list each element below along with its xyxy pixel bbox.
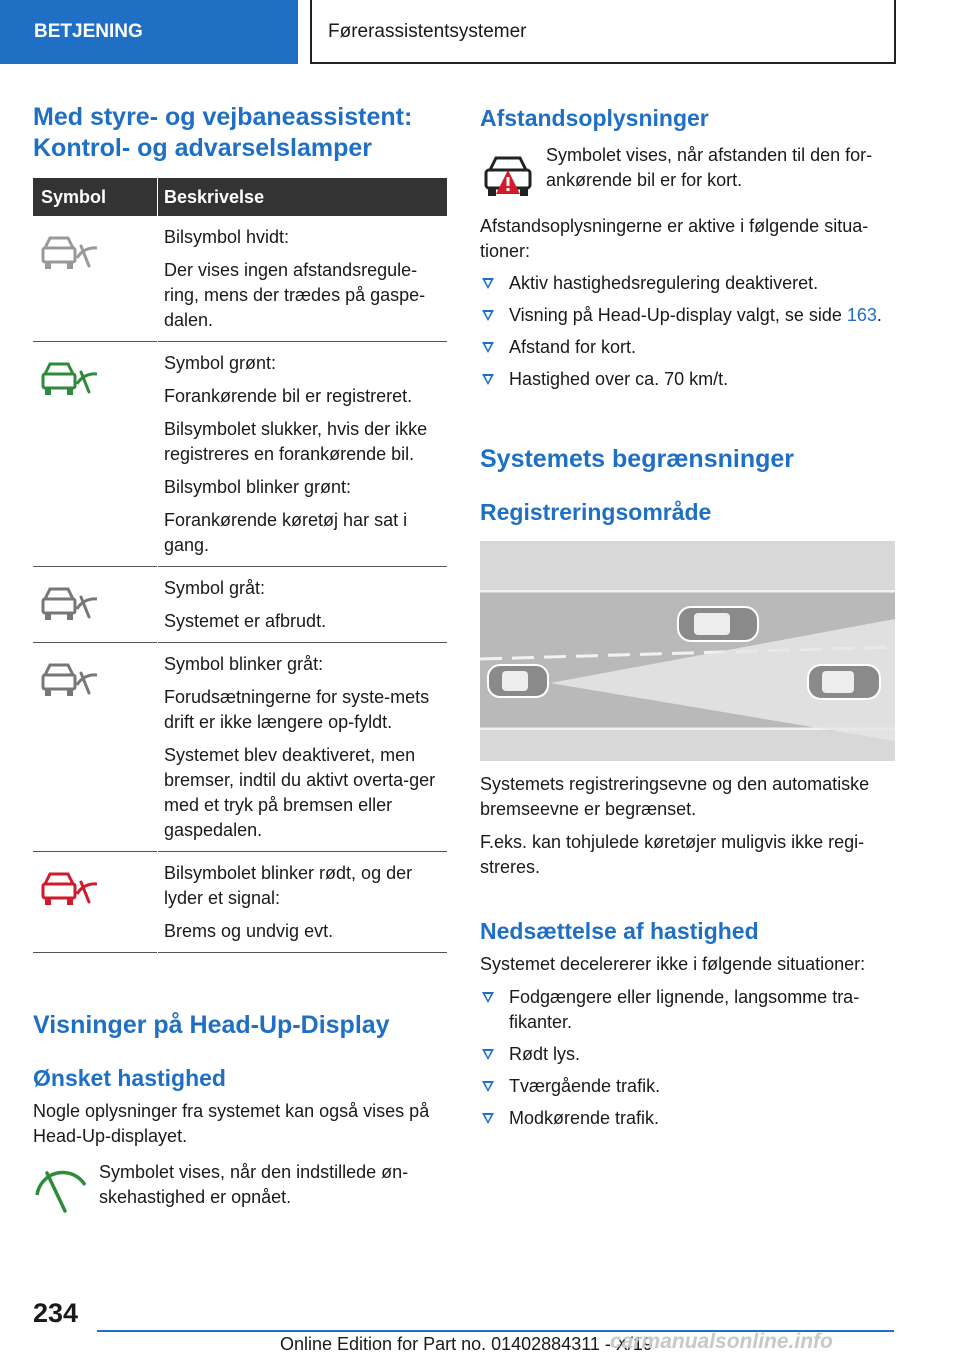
table-row — [33, 643, 447, 852]
list-item: Fodgængere eller lignende, langsomme tra-fikanter. — [480, 985, 894, 1035]
table-header — [33, 178, 447, 216]
range-heading: Registreringsområde — [480, 499, 712, 525]
description-line: Forankørende bil er registreret. — [164, 386, 413, 406]
description-line: Symbol grønt: — [164, 353, 277, 373]
distance-active-text: Afstandsoplysningerne er aktive i følgende situa-tioner: — [480, 216, 869, 261]
description-line: Bilsymbolet slukker, hvis der ikke registreres en forankørende bil. — [164, 419, 428, 464]
chapter-title: Førerassistentsystemer — [310, 0, 896, 64]
row-description — [164, 216, 447, 341]
page-number: 234 — [33, 1298, 79, 1328]
table-row — [33, 852, 447, 953]
column-header-symbol: Symbol — [41, 187, 107, 207]
speed-reduction-bullet-list — [480, 985, 894, 1138]
speed-reduction-heading: Nedsættelse af hastighed — [480, 918, 759, 944]
car-ahead-left-lane-icon — [678, 607, 758, 641]
car-green-icon — [41, 358, 99, 398]
row-description — [164, 342, 447, 566]
watermark: carmanualsonline.info — [610, 1330, 833, 1353]
description-line: Bilsymbolet blinker rødt, og der lyder et signal: — [164, 863, 413, 908]
description-line: Systemet blev deaktiveret, men bremser, indtil du aktivt overta-ger med et tryk på bremsen eller gaspedalen. — [164, 745, 436, 840]
symbol-table — [33, 178, 447, 953]
ego-car-icon — [488, 665, 548, 697]
desired-speed-heading: Ønsket hastighed — [33, 1065, 226, 1091]
description-line: Forankørende køretøj har sat i gang. — [164, 510, 408, 555]
list-item: Afstand for kort. — [480, 335, 894, 360]
distance-symbol-text: Symbolet vises, når afstanden til den for-ankørende bil er for kort. — [546, 145, 873, 190]
car-red-icon — [41, 868, 99, 908]
list-item: Visning på Head-Up-display valgt, se side 163. — [480, 303, 894, 328]
desired-speed-symbol-icon — [33, 1167, 93, 1217]
car-gray-icon — [41, 583, 99, 623]
list-item: Aktiv hastighedsregulering deaktiveret. — [480, 271, 894, 296]
description-line: Forudsætningerne for syste-mets drift er ikke længere op-fyldt. — [164, 687, 430, 732]
detection-range-illustration — [480, 541, 895, 761]
desired-speed-text: Nogle oplysninger fra systemet kan også vises på Head-Up-displayet. — [33, 1101, 430, 1146]
list-item: Rødt lys. — [480, 1042, 894, 1067]
car-ahead-same-lane-icon — [808, 665, 880, 699]
limits-heading: Systemets begrænsninger — [480, 445, 794, 473]
list-item: Tværgående trafik. — [480, 1074, 894, 1099]
list-item: Hastighed over ca. 70 km/t. — [480, 367, 894, 392]
hud-heading: Visninger på Head-Up-Display — [33, 1011, 390, 1039]
distance-bullet-list — [480, 271, 894, 399]
speed-reduction-text: Systemet decelererer ikke i følgende situationer: — [480, 954, 866, 974]
description-line: Der vises ingen afstandsregule-ring, mens der trædes på gaspe-dalen. — [164, 260, 426, 330]
distance-info-heading: Afstandsoplysninger — [480, 105, 709, 131]
section-heading-control-lamps: Med styre- og vejbaneassistent: Kontrol- og advarselslamper — [33, 103, 413, 162]
description-line: Systemet er afbrudt. — [164, 611, 327, 631]
car-outline-white-icon — [41, 232, 99, 272]
edition-text: Online Edition for Part no. 01402884311 - X/19 — [280, 1334, 653, 1354]
description-line: Bilsymbol blinker grønt: — [164, 477, 352, 497]
list-item: Modkørende trafik. — [480, 1106, 894, 1131]
table-row — [33, 216, 447, 342]
column-header-description: Beskrivelse — [164, 187, 265, 207]
section-tab: BETJENING — [0, 0, 298, 64]
desired-speed-symbol-text: Symbolet vises, når den indstillede øn-skehastighed er opnået. — [99, 1162, 409, 1207]
page-link[interactable]: 163 — [846, 305, 877, 325]
table-row — [33, 342, 447, 567]
range-text-2: F.eks. kan tohjulede køretøjer muligvis ikke regi-streres. — [480, 832, 865, 877]
range-text-1: Systemets registreringsevne og den automatiske bremseevne er begrænset. — [480, 774, 870, 819]
car-gray-blinking-icon — [41, 659, 99, 699]
description-line: Bilsymbol hvidt: — [164, 227, 290, 247]
row-description — [164, 567, 447, 642]
distance-warning-icon — [480, 150, 536, 200]
description-line: Symbol gråt: — [164, 578, 266, 598]
row-description — [164, 852, 447, 952]
table-row — [33, 567, 447, 643]
description-line: Symbol blinker gråt: — [164, 654, 324, 674]
description-line: Brems og undvig evt. — [164, 921, 334, 941]
row-description — [164, 643, 447, 851]
